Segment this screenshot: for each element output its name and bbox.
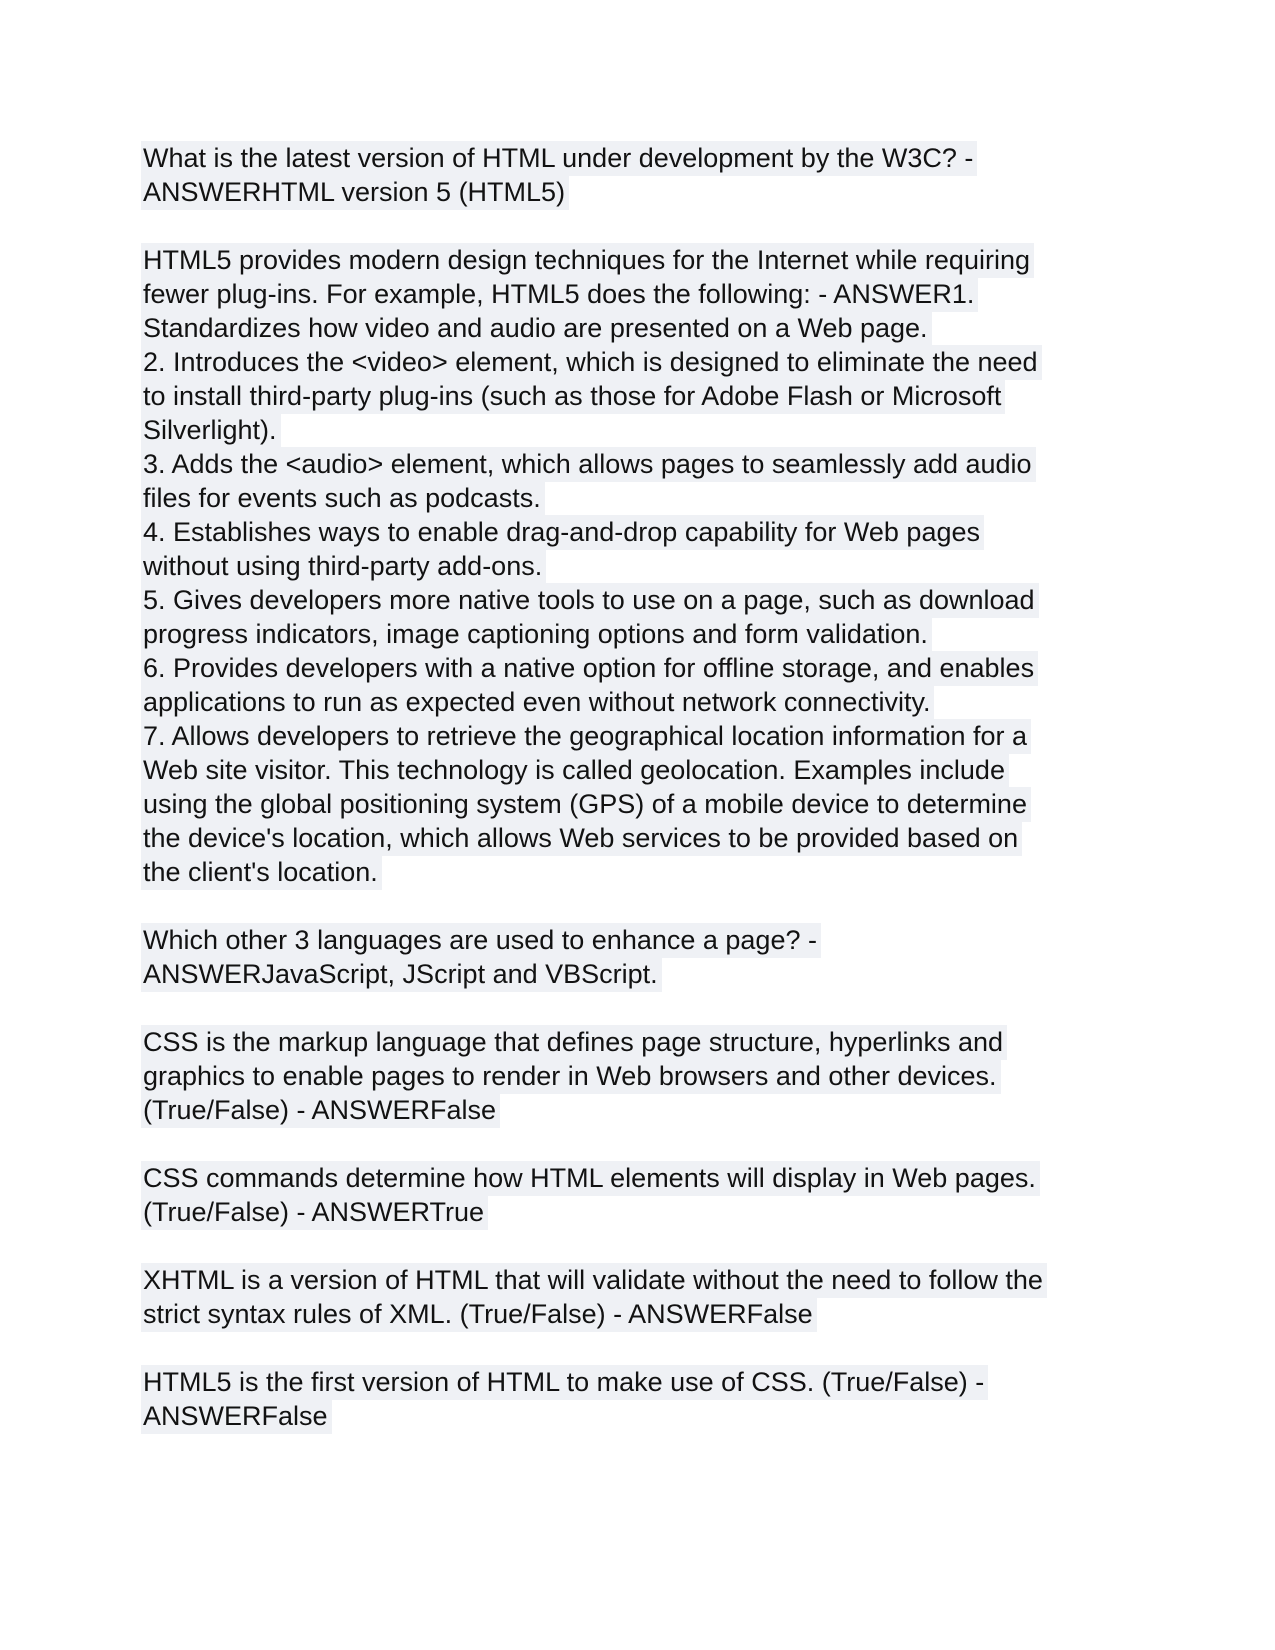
- text-line: to install third-party plug-ins (such as those for Adobe Flash or Microsoft: [141, 379, 1005, 414]
- text-line: strict syntax rules of XML. (True/False) - ANSWERFalse: [141, 1297, 817, 1332]
- text-line: HTML5 provides modern design techniques for the Internet while requiring: [141, 243, 1034, 278]
- text-line: Silverlight).: [141, 413, 281, 448]
- text-line: 6. Provides developers with a native option for offline storage, and enables: [141, 651, 1038, 686]
- text-line: 4. Establishes ways to enable drag-and-drop capability for Web pages: [141, 515, 984, 550]
- text-line: 5. Gives developers more native tools to use on a page, such as download: [141, 583, 1039, 618]
- paragraph: [143, 1025, 1203, 1127]
- text-line: 7. Allows developers to retrieve the geographical location information for a: [141, 719, 1031, 754]
- text-line: the device's location, which allows Web services to be provided based on: [141, 821, 1022, 856]
- text-line: CSS commands determine how HTML elements will display in Web pages.: [141, 1161, 1040, 1196]
- text-line: the client's location.: [141, 855, 382, 890]
- text-line: fewer plug-ins. For example, HTML5 does the following: - ANSWER1.: [141, 277, 978, 312]
- text-line: Web site visitor. This technology is called geolocation. Examples include: [141, 753, 1009, 788]
- text-line: 3. Adds the <audio> element, which allows pages to seamlessly add audio: [141, 447, 1036, 482]
- text-line: graphics to enable pages to render in Web browsers and other devices.: [141, 1059, 1001, 1094]
- paragraph: [143, 141, 1203, 209]
- text-line: ANSWERFalse: [141, 1399, 332, 1434]
- text-line: using the global positioning system (GPS) of a mobile device to determine: [141, 787, 1031, 822]
- text-line: 2. Introduces the <video> element, which is designed to eliminate the need: [141, 345, 1042, 380]
- text-line: ANSWERJavaScript, JScript and VBScript.: [141, 957, 662, 992]
- text-line: (True/False) - ANSWERFalse: [141, 1093, 500, 1128]
- text-line: XHTML is a version of HTML that will validate without the need to follow the: [141, 1263, 1047, 1298]
- text-line: files for events such as podcasts.: [141, 481, 545, 516]
- text-line: HTML5 is the first version of HTML to make use of CSS. (True/False) -: [141, 1365, 988, 1400]
- text-line: Which other 3 languages are used to enhance a page? -: [141, 923, 821, 958]
- text-line: ANSWERHTML version 5 (HTML5): [141, 175, 569, 210]
- text-line: applications to run as expected even without network connectivity.: [141, 685, 934, 720]
- paragraph: [143, 1161, 1203, 1229]
- paragraph: [143, 923, 1203, 991]
- text-line: Standardizes how video and audio are presented on a Web page.: [141, 311, 932, 346]
- text-line: (True/False) - ANSWERTrue: [141, 1195, 488, 1230]
- document-body: [143, 141, 1203, 1467]
- paragraph: [143, 1263, 1203, 1331]
- text-line: CSS is the markup language that defines page structure, hyperlinks and: [141, 1025, 1007, 1060]
- paragraph: [143, 1365, 1203, 1433]
- text-line: What is the latest version of HTML under development by the W3C? -: [141, 141, 977, 176]
- paragraph: [143, 243, 1203, 889]
- text-line: progress indicators, image captioning options and form validation.: [141, 617, 932, 652]
- text-line: without using third-party add-ons.: [141, 549, 546, 584]
